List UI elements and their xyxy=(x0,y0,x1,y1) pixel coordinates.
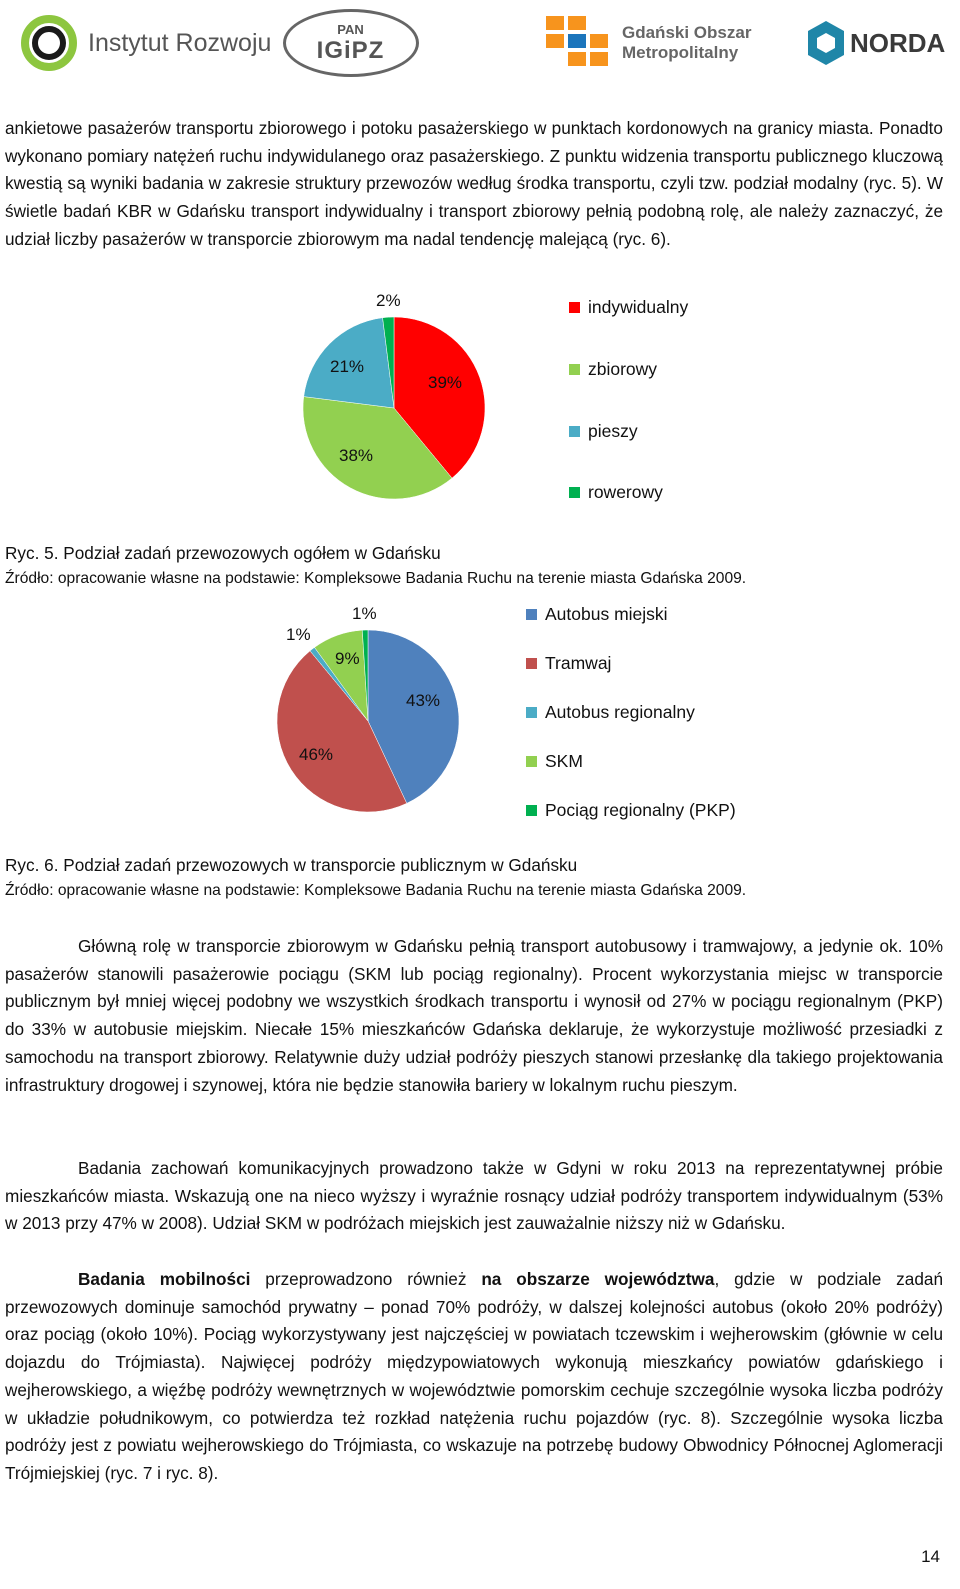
legend-label: rowerowy xyxy=(588,482,663,502)
pie2-legend-pkp xyxy=(526,800,736,821)
pie2-label-autobus-miejski: 43% xyxy=(406,691,441,710)
pie1-label-rowerowy: 2% xyxy=(376,291,401,310)
legend-swatch xyxy=(526,805,537,816)
legend-label: Pociąg regionalny (PKP) xyxy=(545,800,736,820)
legend-label: Autobus miejski xyxy=(545,604,668,624)
pie1-label-indywidualny: 39% xyxy=(428,373,463,392)
modal-split-pie-chart xyxy=(303,317,485,499)
norda-logo xyxy=(806,8,945,78)
figure-5-source: Źródło: opracowanie własne na podstawie: Kompleksowe Badania Ruchu na terenie miasta Gdańska 2009. xyxy=(5,570,747,587)
pie1-label-zbiorowy: 38% xyxy=(339,446,374,465)
legend-swatch xyxy=(569,302,580,313)
header-logo-bar xyxy=(0,0,960,88)
figure-6-source: Źródło: opracowanie własne na podstawie: Kompleksowe Badania Ruchu na terenie miasta Gdańska 2009. xyxy=(5,882,747,899)
pan-logo-text: PAN xyxy=(337,21,364,37)
modal-split-pie xyxy=(303,317,485,499)
pie2-legend-autobus-miejski xyxy=(526,604,668,625)
legend-swatch xyxy=(569,487,580,498)
legend-swatch xyxy=(569,364,580,375)
pie1-legend-zbiorowy xyxy=(569,359,657,380)
page-number: 14 xyxy=(921,1547,940,1566)
legend-swatch xyxy=(526,756,537,767)
text-run: , gdzie w podziale zadań przewozowych dominuje samochód prywatny – ponad 70% podróży, w dalszej kolejności autobus (około 20% podróży) oraz pociąg (około 10%). Pociąg wykorzystywany jest najczęściej w powiatach tczewskim i wejherowskim (głównie w celu dojazdu do Trójmiasta). Najwięcej podróży międzypowiatowych wykonują mieszkańcy powiatów gdańskiego i wejherowskiego, a więźbę podróży wewnętrznych w województwie pomorskim cechuje szczególnie wysoka liczba podróży w układzie południkowym, co potwierdza też rozkład natężenia ruchu pojazdów (ryc. 8). Szczególnie wysoka liczba podróży jest z powiatu wejherowskiego do Trójmiasta, co wskazuje na potrzebę budowy Obwodnicy Północnej Aglomeracji Trójmiejskiej (ryc. 7 i ryc. 8). xyxy=(5,1269,943,1483)
paragraph-public-transport: Główną rolę w transporcie zbiorowym w Gdańsku pełnią transport autobusowy i tramwajowy, a jedynie ok. 10% pasażerów stanowili pasażerowie pociągu (SKM lub pociąg regionalny). Procent wykorzystania miejsc w transporcie publicznym był mniej więcej podobny we wszystkich środkach transportu i wynosił od 27% w pociągu regionalnym (PKP) do 33% w autobusie miejskim. Niecałe 15% mieszkańców Gdańska deklaruje, że wykorzystuje możliwość przesiadki z samochodu na transport zbiorowy. Relatywnie duży udział podróży pieszych stanowi przesłankę dla takiego projektowania infrastruktury drogowej i szynowej, która nie będzie stanowiła bariery w lokalnym ruchu pieszym. xyxy=(5,936,943,1095)
figure-6-caption: Ryc. 6. Podział zadań przewozowych w transporcie publicznym w Gdańsku xyxy=(5,855,578,875)
norda-logo-text: NORDA xyxy=(850,27,946,58)
legend-label: Autobus regionalny xyxy=(545,702,695,722)
legend-swatch xyxy=(526,658,537,669)
pie2-label-autobus-regionalny: 1% xyxy=(286,625,311,644)
gdanski-obszar-line1: Gdański Obszar xyxy=(622,23,752,42)
pie2-label-tramwaj: 46% xyxy=(299,745,334,764)
instytut-rozwoju-emblem-icon xyxy=(18,13,80,73)
bold-phrase: na obszarze województwa xyxy=(481,1269,715,1289)
figure-5-caption: Ryc. 5. Podział zadań przewozowych ogółem w Gdańsku xyxy=(5,543,441,563)
pie2-label-pkp: 1% xyxy=(352,604,377,623)
text-run: przeprowadzono również xyxy=(250,1269,482,1289)
legend-label: zbiorowy xyxy=(588,359,658,379)
legend-swatch xyxy=(526,609,537,620)
pie1-legend-pieszy xyxy=(569,421,638,442)
public-transport-pie xyxy=(277,630,459,812)
pan-igipz-logo xyxy=(283,8,418,78)
pie2-label-skm: 9% xyxy=(335,649,360,668)
gdanski-obszar-line2: Metropolitalny xyxy=(622,43,739,62)
instytut-rozwoju-logo xyxy=(18,8,271,78)
pie2-legend-skm xyxy=(526,751,583,772)
intro-paragraph: ankietowe pasażerów transportu zbiorowego i potoku pasażerskiego w punktach kordonowych na granicy miasta. Ponadto wykonano pomiary natężeń ruchu indywidulanego oraz pasażerskiego. Z punktu widzenia transportu publicznego kluczową kwestią są wyniki badania w zakresie struktury przewozów według środka transportu, czyli tzw. podział modalny (ryc. 5). W świetle badań KBR w Gdańsku transport indywidualny i transport zbiorowy pełnią podobną rolę, ale należy zaznaczyć, że udział liczby pasażerów w transporcie zbiorowym ma nadal tendencję malejącą (ryc. 6). xyxy=(5,118,943,249)
legend-swatch xyxy=(569,426,580,437)
paragraph-gdynia: Badania zachowań komunikacyjnych prowadzono także w Gdyni w roku 2013 na reprezentatywnej próbie mieszkańców miasta. Wskazują one na nieco wyższy i wyraźnie rosnący udział podróży transportem indywidualnym (53% w 2013 przy 47% w 2008). Udział SKM w podróżach miejskich jest zauważalnie niższy niż w Gdańsku. xyxy=(5,1158,943,1234)
legend-swatch xyxy=(526,707,537,718)
gdanski-obszar-logo xyxy=(538,8,751,78)
metropolitan-area-emblem-icon xyxy=(538,12,616,74)
pie1-legend-indywidualny xyxy=(569,297,688,318)
pie1-legend-rowerowy xyxy=(569,482,663,503)
legend-label: pieszy xyxy=(588,421,638,441)
pie2-legend-autobus-regionalny xyxy=(526,702,695,723)
pie1-label-pieszy: 21% xyxy=(330,357,365,376)
legend-label: indywidualny xyxy=(588,297,689,317)
public-transport-pie-chart xyxy=(277,630,459,812)
instytut-rozwoju-logo-text: Instytut Rozwoju xyxy=(88,28,272,57)
bold-phrase: Badania mobilności xyxy=(78,1269,251,1289)
pie2-legend-tramwaj xyxy=(526,653,611,674)
igipz-logo-text: IGiPZ xyxy=(316,36,385,64)
legend-label: Tramwaj xyxy=(545,653,612,673)
legend-label: SKM xyxy=(545,751,583,771)
norda-hexagon-icon xyxy=(806,19,846,67)
paragraph-voivodeship xyxy=(5,1266,943,1488)
